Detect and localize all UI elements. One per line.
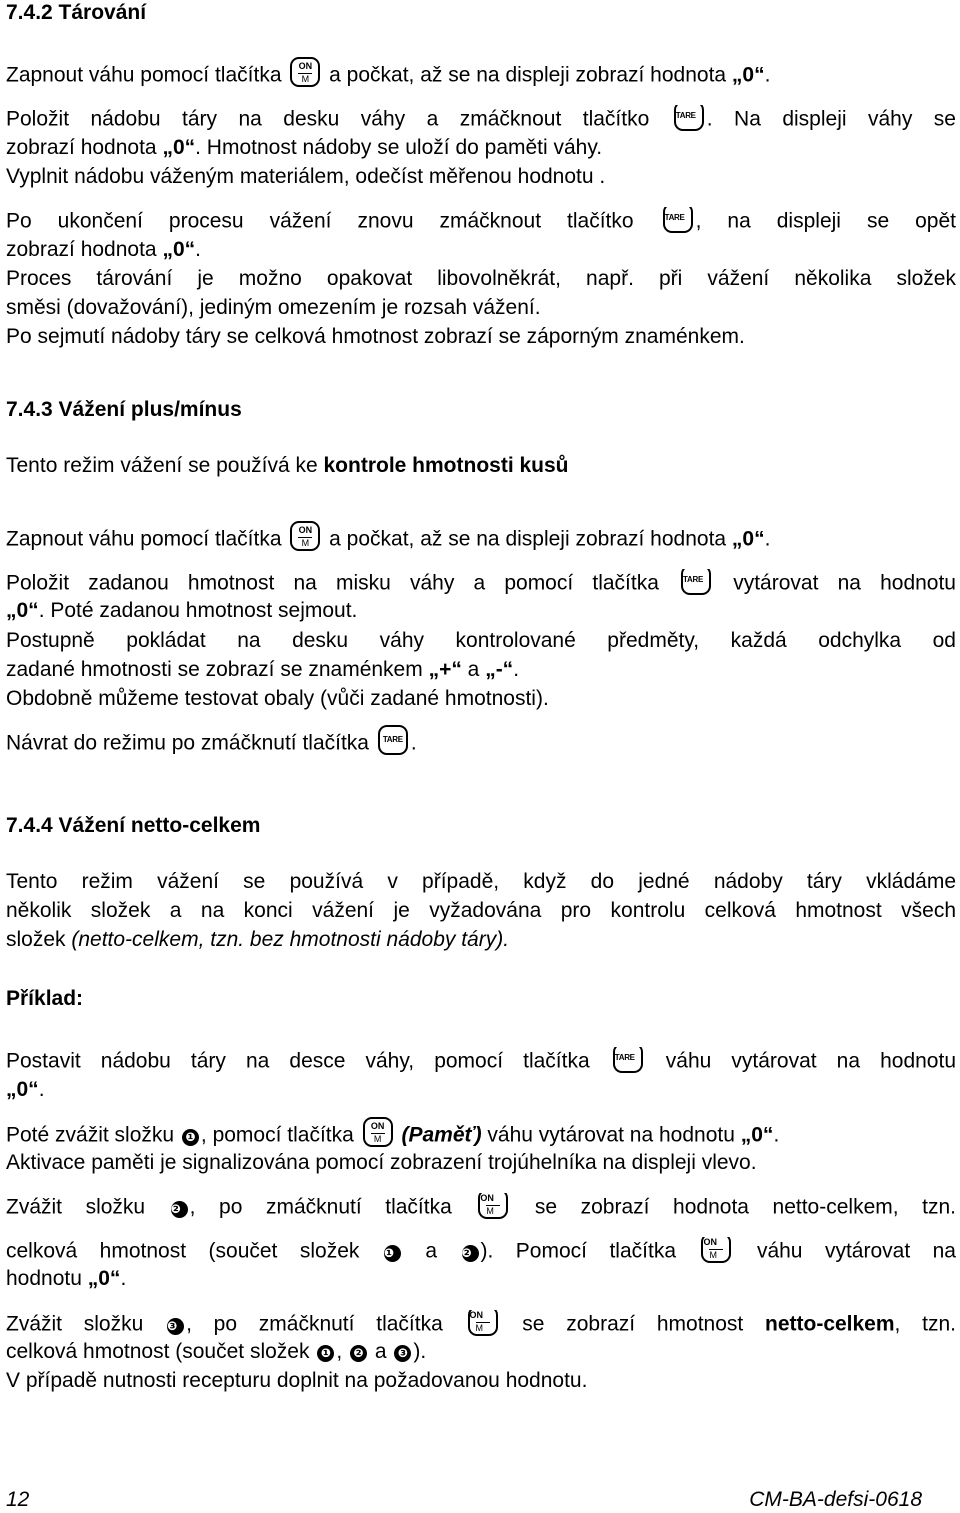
paragraph-line: Zvážit složku ❷ , po zmáčknutí tlačítka ON M se zobrazí hodnota netto-celkem, tzn. xyxy=(6,1193,956,1221)
paragraph-line: Návrat do režimu po zmáčknutí tlačítka TARE. xyxy=(6,729,956,757)
paragraph-line: Položit nádobu táry na desku váhy a zmáčknout tlačítko TARE. Na displeji váhy se xyxy=(6,105,956,133)
paragraph-line: V případě nutnosti recepturu doplnit na požadovanou hodnotu. xyxy=(6,1369,588,1392)
on-m-button-icon xyxy=(290,521,320,551)
tare-button-icon xyxy=(378,725,408,755)
paragraph-line: Vyplnit nádobu váženým materiálem, odečíst měřenou hodnotu . xyxy=(6,165,606,188)
paragraph-line: Po ukončení procesu vážení znovu zmáčknout tlačítko TARE, na displeji se opět xyxy=(6,207,956,235)
on-m-button-icon xyxy=(290,57,320,87)
on-m-button-icon xyxy=(363,1117,393,1147)
component-2-marker: ❷ xyxy=(462,1245,479,1262)
on-m-button-icon xyxy=(478,1193,508,1219)
paragraph-line: Tento režim vážení se používá v případě, když do jedné nádoby táry vkládáme xyxy=(6,870,956,893)
paragraph-line: Obdobně můžeme testovat obaly (vůči zadané hmotnosti). xyxy=(6,687,549,710)
paragraph-line: Po sejmutí nádoby táry se celková hmotnost zobrazí se záporným znaménkem. xyxy=(6,325,745,348)
paragraph-line: Postavit nádobu táry na desce váhy, pomocí tlačítka TARE váhu vytárovat na hodnotu xyxy=(6,1047,956,1075)
tare-button-icon xyxy=(674,105,704,131)
on-m-button-icon xyxy=(701,1237,731,1263)
paragraph-line: Proces tárování je možno opakovat libovolněkrát, např. při vážení několika složek xyxy=(6,267,956,290)
tare-button-icon xyxy=(681,569,711,595)
paragraph-line: Zapnout váhu pomocí tlačítka ON M a počkat, až se na displeji zobrazí hodnota „0“. xyxy=(6,61,956,89)
paragraph-line: Tento režim vážení se používá ke kontrole hmotnosti kusů xyxy=(6,454,569,477)
component-3-marker: ❸ xyxy=(167,1318,184,1335)
paragraph-line: Zvážit složku ❸ , po zmáčknutí tlačítka ON M se zobrazí hmotnost netto-celkem, tzn. xyxy=(6,1310,956,1338)
paragraph-line: „0“. xyxy=(6,1078,45,1101)
tare-button-icon xyxy=(613,1047,643,1073)
component-2-marker: ❷ xyxy=(350,1345,367,1362)
page-number: 12 xyxy=(6,1488,30,1511)
paragraph-line: složek (netto-celkem, tzn. bez hmotnosti nádoby táry). xyxy=(6,928,510,951)
paragraph-line: zadané hmotnosti se zobrazí se znaménkem „+“ a „-“. xyxy=(6,658,520,681)
component-1-marker: ❶ xyxy=(384,1245,401,1262)
paragraph-line: Aktivace paměti je signalizována pomocí zobrazení trojúhelníka na displeji vlevo. xyxy=(6,1151,757,1174)
component-1-marker: ❶ xyxy=(182,1129,199,1146)
paragraph-line: Položit zadanou hmotnost na misku váhy a pomocí tlačítka TARE vytárovat na hodnotu xyxy=(6,569,956,597)
component-3-marker: ❸ xyxy=(394,1345,411,1362)
example-label: Příklad: xyxy=(6,987,84,1010)
paragraph-line: směsi (dovažování), jediným omezením je rozsah vážení. xyxy=(6,296,541,319)
tare-button-icon xyxy=(663,207,693,233)
document-code: CM-BA-defsi-0618 xyxy=(749,1488,922,1511)
paragraph-line: zobrazí hodnota „0“. xyxy=(6,238,201,261)
paragraph-line: Postupně pokládat na desku váhy kontrolované předměty, každá odchylka od xyxy=(6,629,956,652)
paragraph-line: několik složek a na konci vážení je vyžadována pro kontrolu celková hmotnost všech xyxy=(6,899,956,922)
paragraph-line: celková hmotnost (součet složek ❶ a ❷ ). Pomocí tlačítka ON M váhu vytárovat na xyxy=(6,1237,956,1265)
paragraph-line: Zapnout váhu pomocí tlačítka ON M a počkat, až se na displeji zobrazí hodnota „0“. xyxy=(6,525,956,553)
section-heading-7-4-3: 7.4.3 Vážení plus/mínus xyxy=(6,398,242,421)
section-heading-7-4-4: 7.4.4 Vážení netto-celkem xyxy=(6,814,261,837)
component-1-marker: ❶ xyxy=(317,1345,334,1362)
on-m-button-icon xyxy=(468,1310,498,1336)
component-2-marker: ❷ xyxy=(171,1201,188,1218)
paragraph-line: celková hmotnost (součet složek ❶ , ❷ a ❸ ). xyxy=(6,1340,427,1363)
section-heading-7-4-2: 7.4.2 Tárování xyxy=(6,1,147,24)
paragraph-line: Poté zvážit složku ❶ , pomocí tlačítka ON M (Paměť) váhu vytárovat na hodnotu „0“. xyxy=(6,1121,956,1149)
paragraph-line: „0“. Poté zadanou hmotnost sejmout. xyxy=(6,599,358,622)
paragraph-line: hodnotu „0“. xyxy=(6,1267,127,1290)
paragraph-line: zobrazí hodnota „0“. Hmotnost nádoby se uloží do paměti váhy. xyxy=(6,136,603,159)
